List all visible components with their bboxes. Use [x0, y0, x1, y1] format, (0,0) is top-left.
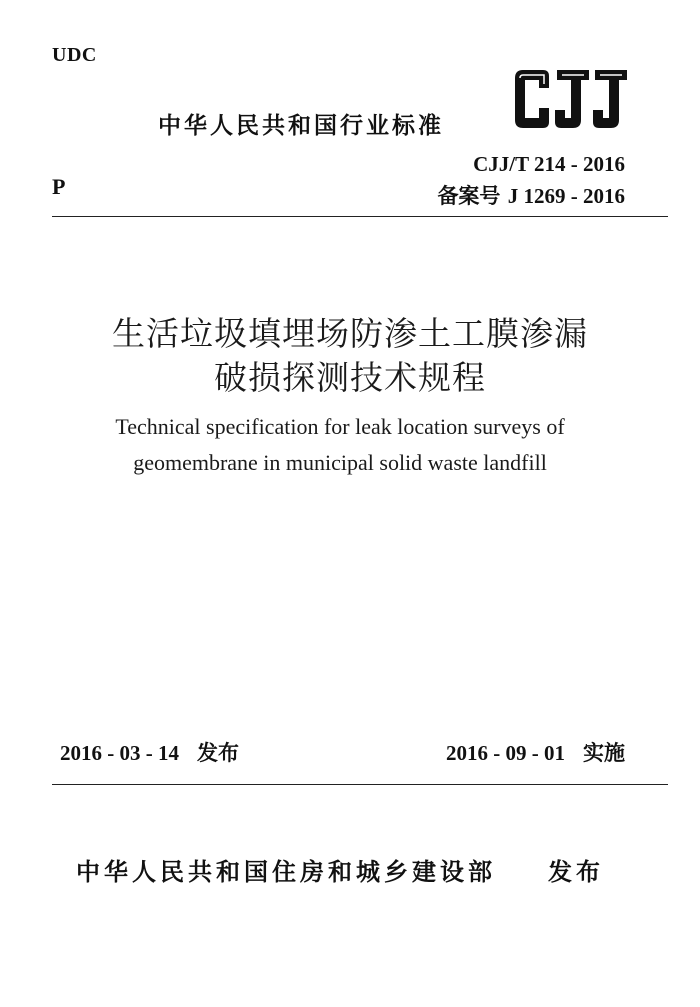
category-letter: P: [52, 174, 66, 199]
cjj-logo: [509, 68, 629, 130]
title-cn-line-1: 生活垃圾填埋场防渗土工膜渗漏: [112, 314, 588, 353]
title-en-line-1: Technical specification for leak location surveys of: [115, 414, 565, 439]
publish-word: 发布: [548, 858, 604, 886]
header-divider: [52, 216, 668, 217]
issue-word: 发布: [197, 741, 239, 765]
filing-number: J 1269 - 2016: [507, 184, 625, 208]
standard-code: CJJ/T 214 - 2016: [473, 152, 625, 176]
industry-standard-heading: 中华人民共和国行业标准: [158, 113, 444, 139]
implement-date-line: [446, 737, 625, 767]
issue-date: 2016 - 03 - 14: [60, 741, 179, 765]
filing-label: 备案号: [437, 184, 501, 208]
udc-label: UDC: [52, 44, 97, 66]
footer-divider: [52, 784, 668, 785]
implement-date: 2016 - 09 - 01: [446, 741, 565, 765]
title-cn-line-2: 破损探测技术规程: [214, 358, 486, 397]
title-en-line-2: geomembrane in municipal solid waste landfill: [133, 450, 547, 475]
issue-date-line: [60, 737, 239, 767]
publisher-name: 中华人民共和国住房和城乡建设部: [76, 858, 496, 886]
implement-word: 实施: [583, 741, 625, 765]
filing-number-line: [437, 180, 625, 210]
